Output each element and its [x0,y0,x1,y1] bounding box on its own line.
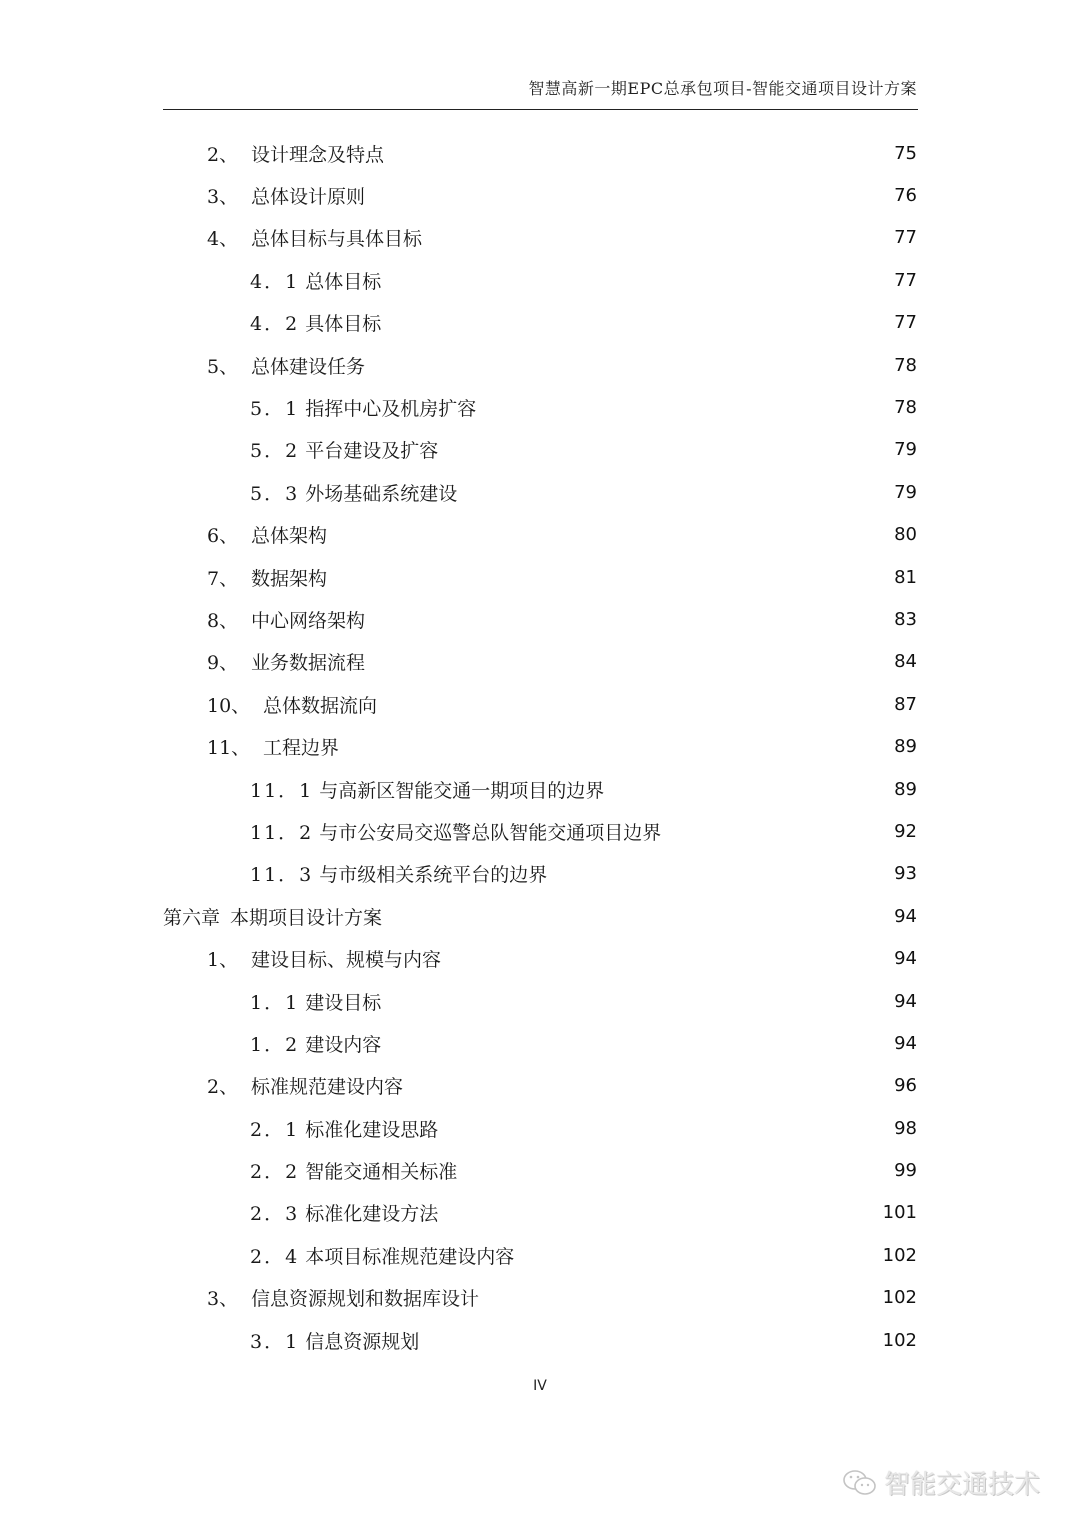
toc-entry-number: 4、 [207,228,239,251]
dot-leader [329,566,891,588]
toc-entry-number: 11、 [207,737,251,760]
dot-leader [440,439,891,461]
toc-entry[interactable] [163,1065,917,1107]
toc-entry-title: 与市公安局交巡警总队智能交通项目边界 [319,821,662,844]
toc-entry-page: 77 [894,312,917,334]
toc-entry-page: 80 [894,524,917,546]
toc-entry[interactable] [163,1107,917,1149]
toc-entry-page: 76 [894,185,917,207]
toc-entry-page: 89 [894,778,917,800]
dot-leader [606,778,891,800]
toc-entry-number: 5．1 [250,398,300,421]
toc-entry-number: 1．2 [250,1033,300,1056]
toc-entry[interactable] [163,937,917,979]
toc-entry-number: 2．2 [250,1161,300,1184]
toc-entry-page: 77 [894,269,917,291]
toc-entry-number: 4．1 [250,270,300,293]
toc-entry-number: 4．2 [250,313,300,336]
toc-entry[interactable] [163,174,917,216]
toc-entry[interactable] [163,1022,917,1064]
dot-leader [440,1117,891,1139]
toc-entry-title: 建设目标 [305,991,382,1014]
dot-leader [386,142,891,164]
toc-entry-page: 101 [882,1202,917,1224]
toc-entry-page: 83 [894,608,917,630]
toc-entry-number: 1．1 [250,991,300,1014]
toc-entry-title: 建设内容 [305,1033,382,1056]
toc-entry-number: 2．1 [250,1118,300,1141]
toc-entry-title: 与市级相关系统平台的边界 [319,864,548,887]
dot-leader [516,1244,879,1266]
toc-entry[interactable] [163,471,917,513]
toc-entry-title: 智能交通相关标准 [305,1161,458,1184]
dot-leader [367,651,891,673]
toc-entry-title: 指挥中心及机房扩容 [305,398,477,421]
toc-entry-title: 业务数据流程 [251,652,366,675]
toc-entry[interactable] [163,514,917,556]
toc-entry-number: 5．2 [250,440,300,463]
dot-leader [549,863,891,885]
dot-leader [481,1287,880,1309]
toc-entry-page: 102 [882,1287,917,1309]
toc-entry[interactable] [163,429,917,471]
page-number: IV [533,1378,547,1394]
toc-entry-title: 建设目标、规模与内容 [251,949,442,972]
toc-entry-title: 信息资源规划和数据库设计 [251,1288,480,1311]
dot-leader [405,1075,891,1097]
toc-entry-page: 94 [894,990,917,1012]
toc-entry-number: 2、 [207,1076,239,1099]
toc-entry-title: 标准化建设方法 [305,1203,439,1226]
page-header-title: 智慧高新一期EPC总承包项目-智能交通项目设计方案 [528,79,917,98]
dot-leader [443,948,891,970]
toc-entry-page: 92 [894,820,917,842]
wechat-icon [842,1468,878,1498]
toc-entry[interactable] [163,1234,917,1276]
toc-entry[interactable] [163,683,917,725]
toc-entry[interactable] [163,302,917,344]
toc-entry-number: 3、 [207,186,239,209]
dot-leader [383,990,891,1012]
toc-entry-number: 10、 [207,694,251,717]
toc-entry-page: 84 [894,651,917,673]
toc-entry-page: 78 [894,354,917,376]
toc-entry-page: 78 [894,397,917,419]
watermark [842,1464,1040,1501]
toc-entry-title: 信息资源规划 [305,1330,420,1353]
toc-entry-page: 94 [894,948,917,970]
toc-entry-title: 总体目标与具体目标 [251,228,423,251]
toc-entry[interactable] [163,1149,917,1191]
toc-entry-number: 11．3 [250,864,314,887]
toc-entry-number: 2．4 [250,1245,300,1268]
toc-entry[interactable] [163,1277,917,1319]
dot-leader [367,354,891,376]
toc-entry-page: 94 [894,1032,917,1054]
dot-leader [424,227,891,249]
dot-leader [383,269,891,291]
toc-entry[interactable] [163,641,917,683]
toc-entry-title: 总体数据流向 [263,694,378,717]
toc-entry-page: 102 [882,1329,917,1351]
toc-entry[interactable] [163,556,917,598]
toc-entry-title: 中心网络架构 [251,609,366,632]
toc-entry-number: 3、 [207,1288,239,1311]
dot-leader [384,905,891,927]
toc-entry[interactable] [163,1192,917,1234]
toc-entry-title: 总体目标 [305,270,382,293]
toc-entry[interactable] [163,980,917,1022]
toc-entry-title: 标准化建设思路 [305,1118,439,1141]
toc-entry-title: 与高新区智能交通一期项目的边界 [319,779,605,802]
dot-leader [440,1202,879,1224]
toc-entry-page: 94 [894,905,917,927]
toc-entry-number: 7、 [207,567,239,590]
toc-entry-page: 87 [894,693,917,715]
toc-entry-title: 工程边界 [263,737,340,760]
dot-leader [383,312,891,334]
dot-leader [383,1032,891,1054]
toc-entry-number: 第六章 [163,906,221,929]
toc-entry-title: 标准规范建设内容 [251,1076,404,1099]
toc-entry-number: 5、 [207,355,239,378]
toc-entry-title: 总体建设任务 [251,355,366,378]
toc-entry-number: 9、 [207,652,239,675]
table-of-contents [163,132,917,1361]
toc-entry-number: 11．1 [250,779,314,802]
toc-entry-number: 1、 [207,949,239,972]
dot-leader [367,185,891,207]
dot-leader [459,481,891,503]
toc-entry-number: 3．1 [250,1330,300,1353]
dot-leader [341,736,891,758]
toc-entry-page: 81 [894,566,917,588]
toc-entry-page: 75 [894,142,917,164]
toc-entry-number: 2．3 [250,1203,300,1226]
dot-leader [379,693,891,715]
toc-entry[interactable] [163,768,917,810]
toc-entry-page: 98 [894,1117,917,1139]
toc-entry-number: 2、 [207,143,239,166]
toc-entry-page: 99 [894,1160,917,1182]
toc-entry-number: 11．2 [250,821,314,844]
dot-leader [367,608,891,630]
toc-entry-page: 102 [882,1244,917,1266]
toc-entry[interactable] [163,598,917,640]
toc-entry-number: 5．3 [250,482,300,505]
dot-leader [459,1160,891,1182]
toc-entry-page: 93 [894,863,917,885]
toc-entry-page: 79 [894,481,917,503]
toc-entry[interactable] [163,1319,917,1361]
toc-entry-page: 96 [894,1075,917,1097]
watermark-text: 智能交通技术 [884,1470,1041,1500]
toc-entry-title: 总体设计原则 [251,186,366,209]
toc-entry[interactable] [163,386,917,428]
toc-entry[interactable] [163,853,917,895]
toc-entry[interactable] [163,217,917,259]
toc-entry-title: 总体架构 [251,525,328,548]
dot-leader [421,1329,879,1351]
toc-entry[interactable] [163,810,917,852]
toc-entry[interactable] [163,344,917,386]
toc-entry-title: 具体目标 [305,313,382,336]
dot-leader [329,524,891,546]
toc-entry-title: 平台建设及扩容 [305,440,439,463]
header-divider [163,109,918,110]
toc-chapter-entry[interactable] [163,895,917,937]
toc-entry-title: 本期项目设计方案 [230,906,383,929]
dot-leader [663,820,891,842]
toc-entry-title: 数据架构 [251,567,328,590]
toc-entry[interactable] [163,725,917,767]
toc-entry-number: 6、 [207,525,239,548]
toc-entry-page: 79 [894,439,917,461]
toc-entry[interactable] [163,259,917,301]
dot-leader [478,397,891,419]
toc-entry-title: 设计理念及特点 [251,143,385,166]
toc-entry-number: 8、 [207,609,239,632]
toc-entry-page: 77 [894,227,917,249]
toc-entry-title: 本项目标准规范建设内容 [305,1245,515,1268]
toc-entry-page: 89 [894,736,917,758]
toc-entry-title: 外场基础系统建设 [305,482,458,505]
toc-entry[interactable] [163,132,917,174]
